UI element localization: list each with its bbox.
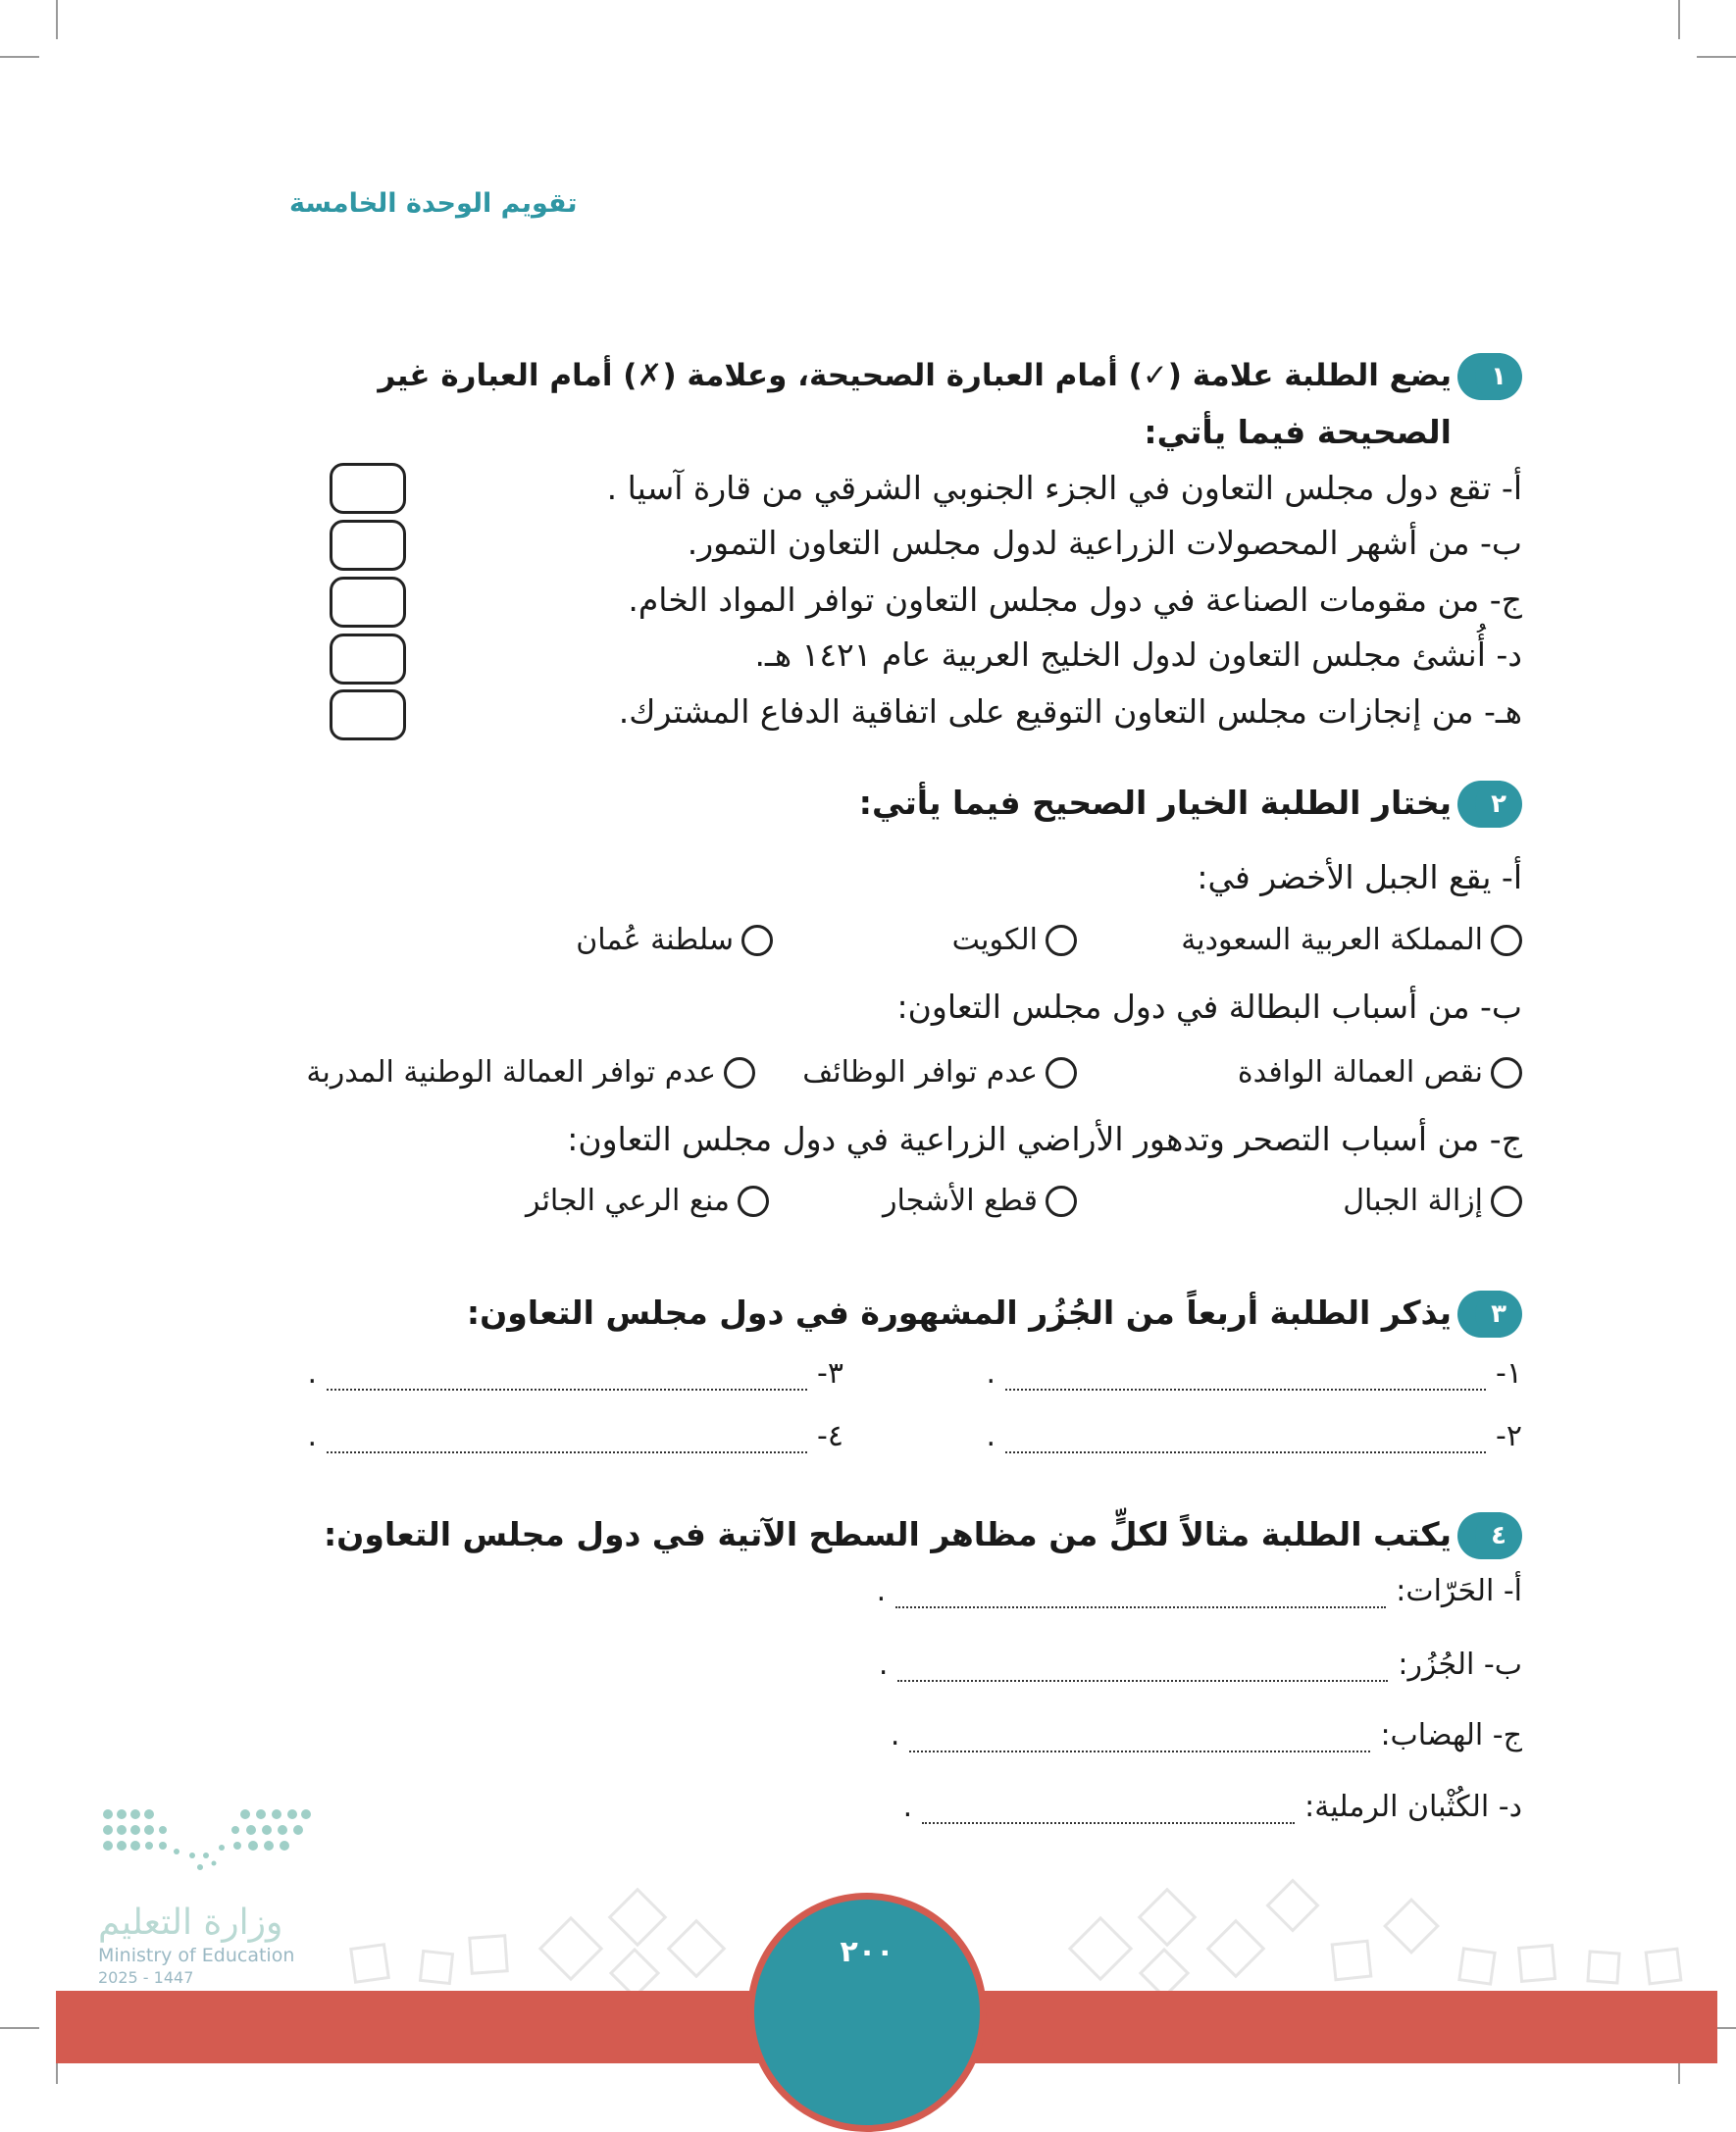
option-label: منع الرعي الجائر	[526, 1184, 730, 1218]
answer-box-b[interactable]	[330, 520, 406, 571]
island-answer-1[interactable]: ١- .	[986, 1356, 1522, 1391]
crop-mark	[56, 0, 58, 39]
mcq-a-stem: أ- يقع الجبل الأخضر في:	[1197, 858, 1522, 896]
question-1-title-line2: الصحيحة فيما يأتي:	[1144, 413, 1452, 451]
radio-circle-icon[interactable]	[738, 1186, 769, 1217]
answer-box-a[interactable]	[330, 463, 406, 514]
ministry-name-english: Ministry of Education	[98, 1945, 295, 1966]
radio-circle-icon[interactable]	[1046, 1186, 1077, 1217]
landform-answer-d[interactable]: د- الكُثْبان الرملية: .	[902, 1790, 1522, 1824]
question-4-title: يكتب الطلبة مثالاً لكلٍّ من مظاهر السطح الآتية في دول مجلس التعاون:	[323, 1515, 1452, 1553]
radio-circle-icon[interactable]	[1491, 1186, 1522, 1217]
landform-answer-b[interactable]: ب- الجُزُر: .	[878, 1648, 1522, 1682]
answer-label: ٢-	[1496, 1419, 1522, 1453]
mcq-c-option-1[interactable]	[1343, 1184, 1522, 1218]
answer-label: ج- الهضاب:	[1380, 1718, 1522, 1752]
option-label: قطع الأشجار	[882, 1184, 1038, 1218]
mcq-a-option-2[interactable]	[952, 923, 1077, 957]
answer-label: ٤-	[817, 1419, 843, 1453]
option-label: عدم توافر الوظائف	[802, 1055, 1038, 1090]
question-number: ٣	[1475, 1291, 1522, 1338]
mcq-b-option-2[interactable]	[802, 1055, 1077, 1090]
statement-b: ب- من أشهر المحصولات الزراعية لدول مجلس التعاون التمور.	[687, 524, 1522, 562]
mcq-b-option-1[interactable]	[1238, 1055, 1522, 1090]
answer-label: د- الكُثْبان الرملية:	[1304, 1790, 1522, 1824]
dotted-line[interactable]	[327, 1389, 807, 1391]
answer-label: أ- الحَرّات:	[1396, 1574, 1522, 1608]
crop-mark	[1678, 0, 1680, 39]
dotted-line[interactable]	[909, 1751, 1370, 1752]
question-number: ٢	[1475, 781, 1522, 828]
ministry-year: 2025 - 1447	[98, 1968, 194, 1987]
unit-review-title: تقويم الوحدة الخامسة	[289, 188, 578, 219]
mcq-c-option-2[interactable]	[883, 1184, 1077, 1218]
answer-label: ب- الجُزُر:	[1398, 1648, 1522, 1682]
answer-label: ٣-	[817, 1356, 843, 1391]
landform-answer-a[interactable]: أ- الحَرّات: .	[876, 1574, 1522, 1608]
crop-mark	[1697, 56, 1736, 58]
mcq-c-stem: ج- من أسباب التصحر وتدهور الأراضي الزراعية في دول مجلس التعاون:	[567, 1120, 1522, 1158]
decorative-pattern	[294, 1868, 1716, 1996]
answer-box-e[interactable]	[330, 689, 406, 740]
ministry-name-arabic: وزارة التعليم	[98, 1903, 283, 1943]
question-number: ١	[1475, 353, 1522, 400]
question-2-title: يختار الطلبة الخيار الصحيح فيما يأتي:	[858, 784, 1452, 822]
answer-box-d[interactable]	[330, 634, 406, 685]
option-label: المملكة العربية السعودية	[1181, 923, 1483, 957]
question-number: ٤	[1475, 1512, 1522, 1559]
landform-answer-c[interactable]: ج- الهضاب: .	[890, 1718, 1522, 1752]
question-3-title: يذكر الطلبة أربعاً من الجُزُر المشهورة في دول مجلس التعاون:	[466, 1294, 1452, 1332]
island-answer-3[interactable]: ٣- .	[307, 1356, 843, 1391]
dotted-line[interactable]	[897, 1680, 1388, 1682]
crop-mark	[0, 2027, 39, 2029]
ministry-logo-dots	[98, 1804, 314, 1903]
dotted-line[interactable]	[922, 1822, 1295, 1824]
option-label: سلطنة عُمان	[576, 923, 734, 957]
radio-circle-icon[interactable]	[1046, 925, 1077, 956]
answer-label: ١-	[1496, 1356, 1522, 1391]
statement-a: أ- تقع دول مجلس التعاون في الجزء الجنوبي الشرقي من قارة آسيا .	[606, 469, 1522, 507]
option-label: نقص العمالة الوافدة	[1237, 1055, 1483, 1090]
mcq-a-option-1[interactable]	[1181, 923, 1522, 957]
dotted-line[interactable]	[327, 1451, 807, 1453]
dotted-line[interactable]	[1005, 1451, 1486, 1453]
radio-circle-icon[interactable]	[741, 925, 773, 956]
island-answer-4[interactable]: ٤- .	[307, 1419, 843, 1453]
radio-circle-icon[interactable]	[724, 1057, 755, 1089]
mcq-b-stem: ب- من أسباب البطالة في دول مجلس التعاون:	[896, 988, 1522, 1026]
mcq-b-option-3[interactable]	[306, 1055, 755, 1090]
statement-d: د- أُنشئ مجلس التعاون لدول الخليج العربية عام ١٤٢١ هـ.	[754, 635, 1522, 674]
radio-circle-icon[interactable]	[1491, 925, 1522, 956]
island-answer-2[interactable]: ٢- .	[986, 1419, 1522, 1453]
crop-mark	[0, 56, 39, 58]
radio-circle-icon[interactable]	[1046, 1057, 1077, 1089]
radio-circle-icon[interactable]	[1491, 1057, 1522, 1089]
mcq-a-option-3[interactable]	[576, 923, 773, 957]
question-1-title-line1: يضع الطلبة علامة (✓) أمام العبارة الصحيحة، وعلامة (✗) أمام العبارة غير	[378, 358, 1452, 393]
option-label: عدم توافر العمالة الوطنية المدربة	[306, 1055, 716, 1090]
statement-c: ج- من مقومات الصناعة في دول مجلس التعاون توافر المواد الخام.	[628, 581, 1522, 619]
dotted-line[interactable]	[895, 1606, 1386, 1608]
statement-e: هـ- من إنجازات مجلس التعاون التوقيع على اتفاقية الدفاع المشترك.	[618, 692, 1522, 731]
dotted-line[interactable]	[1005, 1389, 1486, 1391]
page-number: ٢٠٠	[840, 1935, 894, 1969]
mcq-c-option-3[interactable]	[526, 1184, 769, 1218]
option-label: الكويت	[951, 923, 1038, 957]
page-number-badge	[747, 1893, 987, 2132]
option-label: إزالة الجبال	[1343, 1184, 1483, 1218]
answer-box-c[interactable]	[330, 577, 406, 628]
